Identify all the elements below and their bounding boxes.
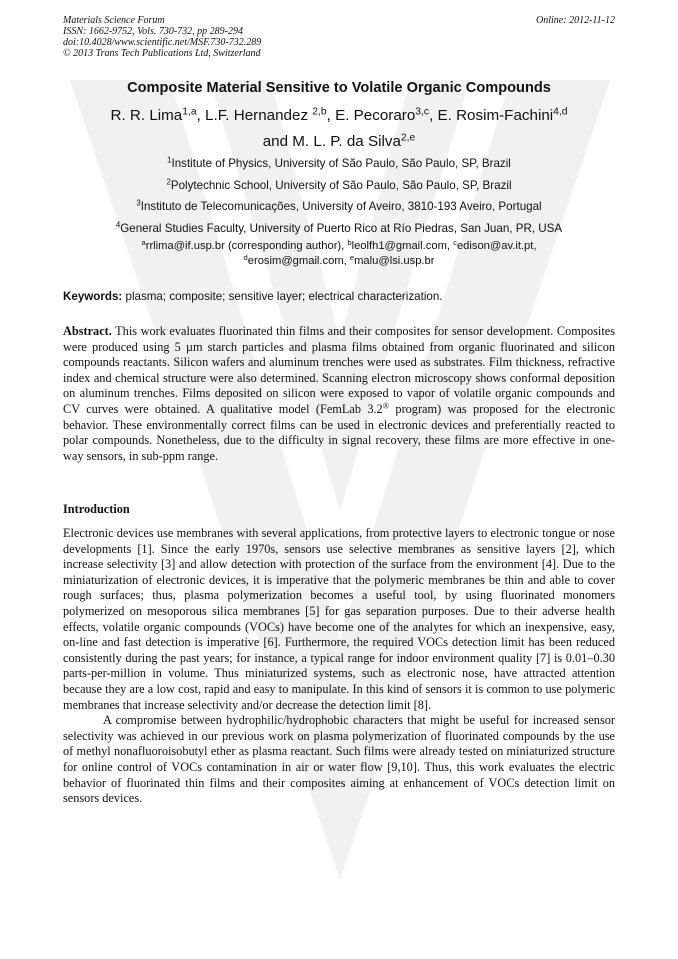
- email: edison@av.it.pt,: [456, 240, 537, 252]
- email: leolfh1@gmail.com,: [351, 240, 454, 252]
- journal-doi: doi:10.4028/www.scientific.net/MSF.730-732.289: [63, 37, 262, 48]
- paragraph: A compromise between hydrophilic/hydrophobic characters that might be useful for increased sensor selectivity was achieved in our previous work on plasma polymerization of fluorinated compounds by the use of methyl nonafluoroisobutyl ether as plasma reactant. Such films were already tested on miniaturized structure for online control of VOCs contamination in air or water flow [9,10]. Thus, this work evaluates the electric behavior of fluorinated thin films and their composites aiming at enhancement of VOCs detection limit on sensors devices.: [63, 713, 615, 806]
- abstract-text: This work evaluates fluorinated thin films and their composites for sensor development. Composites were produced using 5 µm starch particles and plasma films obtained from organic fluorinated and silicon compounds reactants. Silicon wafers and aluminum trenches were used as substrates. Film thickness, refractive index and chemical structure were also determined. Scanning electron microscopy shows conformal deposition on aluminum trenches. Films deposited on silicon were exposed to vapor of volatile organic compounds and CV curves were obtained. A qualitative model (FemLab 3.2: [63, 324, 615, 416]
- paragraph: Electronic devices use membranes with several applications, from protective layers to electronic tongue or nose developments [1]. Since the early 1970s, sensors use selective membranes as sensitive layers [2], which increase selectivity [3] and allow detection with protection of the surface from the environment [4]. Due to the miniaturization of electronic devices, it is imperative that the polymeric membranes be thin and able to cover rough surfaces; thus, plasma polymerization becomes a useful tool, by using fluorinated monomers polymerized on mesoporous silica membranes [5] for gas separation purposes. Due to their adverse health effects, volatile organic compounds (VOCs) have become one of the analytes for which an inexpensive, easy, on-line and fast detection is imperative [6]. Furthermore, the required VOCs detection limit has been reduced consistently during the past years; for instance, a typical range for indoor environment quality [7] is 0.01–0.30 parts-per-million in volume. Thus miniaturized systems, such as electronic nose, have attracted attention because they are a low cost, rapid and easy to manipulate. In this kind of sensors it is common to use polymeric membranes that increase selectivity and/or decrease the detection limit [8].: [63, 526, 615, 712]
- journal-name: Materials Science Forum: [63, 15, 165, 26]
- introduction-body: [63, 526, 615, 807]
- author-emails: $^a$rrlima@if.usp.br (corresponding author), $^b$leolfh1@gmail.com, $^c$edison@av.it.pt, $^d$erosim@gmail.com, $^e$malu@lsi.usp.br: [141, 237, 537, 267]
- email: erosim@gmail.com,: [247, 255, 350, 267]
- author: E. Rosim-Fachini$^{4,d}$: [437, 106, 568, 124]
- author: and M. L. P. da Silva$^{2,e}$: [262, 132, 416, 150]
- abstract-text: program) was proposed for the electronic behavior. These environmentally correct films can be used in electronic devices and preferentially reacted to polar compounds. Nonetheless, due to the difficulty in signal recovery, these films are more effective in one-way sensors, in sub-ppm range.: [63, 401, 615, 463]
- section-heading: Introduction: [63, 502, 130, 516]
- affiliation-list: [40, 153, 638, 269]
- journal-copyright: © 2013 Trans Tech Publications Ltd, Switzerland: [63, 48, 261, 59]
- email: rrlima@if.usp.br (corresponding author),: [145, 240, 348, 252]
- abstract-label: Abstract.: [63, 324, 112, 338]
- email: malu@lsi.usp.br: [354, 255, 435, 267]
- paper-title: Composite Material Sensitive to Volatile Organic Compounds: [127, 80, 551, 96]
- author-list: [60, 103, 618, 155]
- abstract: Abstract. This work evaluates fluorinated thin films and their composites for sensor development. Composites were produced using 5 µm starch particles and plasma films obtained from organic fluorinated and silicon compounds reactants. Silicon wafers and aluminum trenches were used as substrates. Film thickness, refractive index and chemical structure were also determined. Scanning electron microscopy shows conformal deposition on aluminum trenches. Films deposited on silicon were exposed to vapor of volatile organic compounds and CV curves were obtained. A qualitative model (FemLab 3.2® program) was proposed for the electronic behavior. These environmentally correct films can be used in electronic devices and preferentially reacted to polar compounds. Nonetheless, due to the difficulty in signal recovery, these films are more effective in one-way sensors, in sub-ppm range.: [63, 324, 615, 463]
- online-date: Online: 2012-11-12: [536, 15, 615, 26]
- keywords: [63, 290, 615, 303]
- author: R. R. Lima$^{1,a}$,: [110, 106, 206, 124]
- author: L.F. Hernandez $^{2,b}$,: [205, 106, 336, 124]
- affiliation: $^4$General Studies Faculty, University of Puerto Rico at Río Piedras, San Juan, PR, USA: [115, 220, 563, 235]
- author: E. Pecoraro$^{3,c}$,: [335, 106, 438, 124]
- journal-issn: ISSN: 1662-9752, Vols. 730-732, pp 289-294: [63, 26, 243, 37]
- affiliation: $^2$Polytechnic School, University of São Paulo, São Paulo, SP, Brazil: [166, 177, 512, 192]
- affiliation: $^1$Institute of Physics, University of São Paulo, São Paulo, SP, Brazil: [167, 155, 511, 170]
- affiliation: $^3$Instituto de Telecomunicações, University of Aveiro, 3810-193 Aveiro, Portugal: [136, 198, 542, 213]
- journal-header: [63, 15, 261, 59]
- keywords-text: plasma; composite; sensitive layer; electrical characterization.: [122, 290, 443, 303]
- keywords-label: Keywords:: [63, 290, 123, 303]
